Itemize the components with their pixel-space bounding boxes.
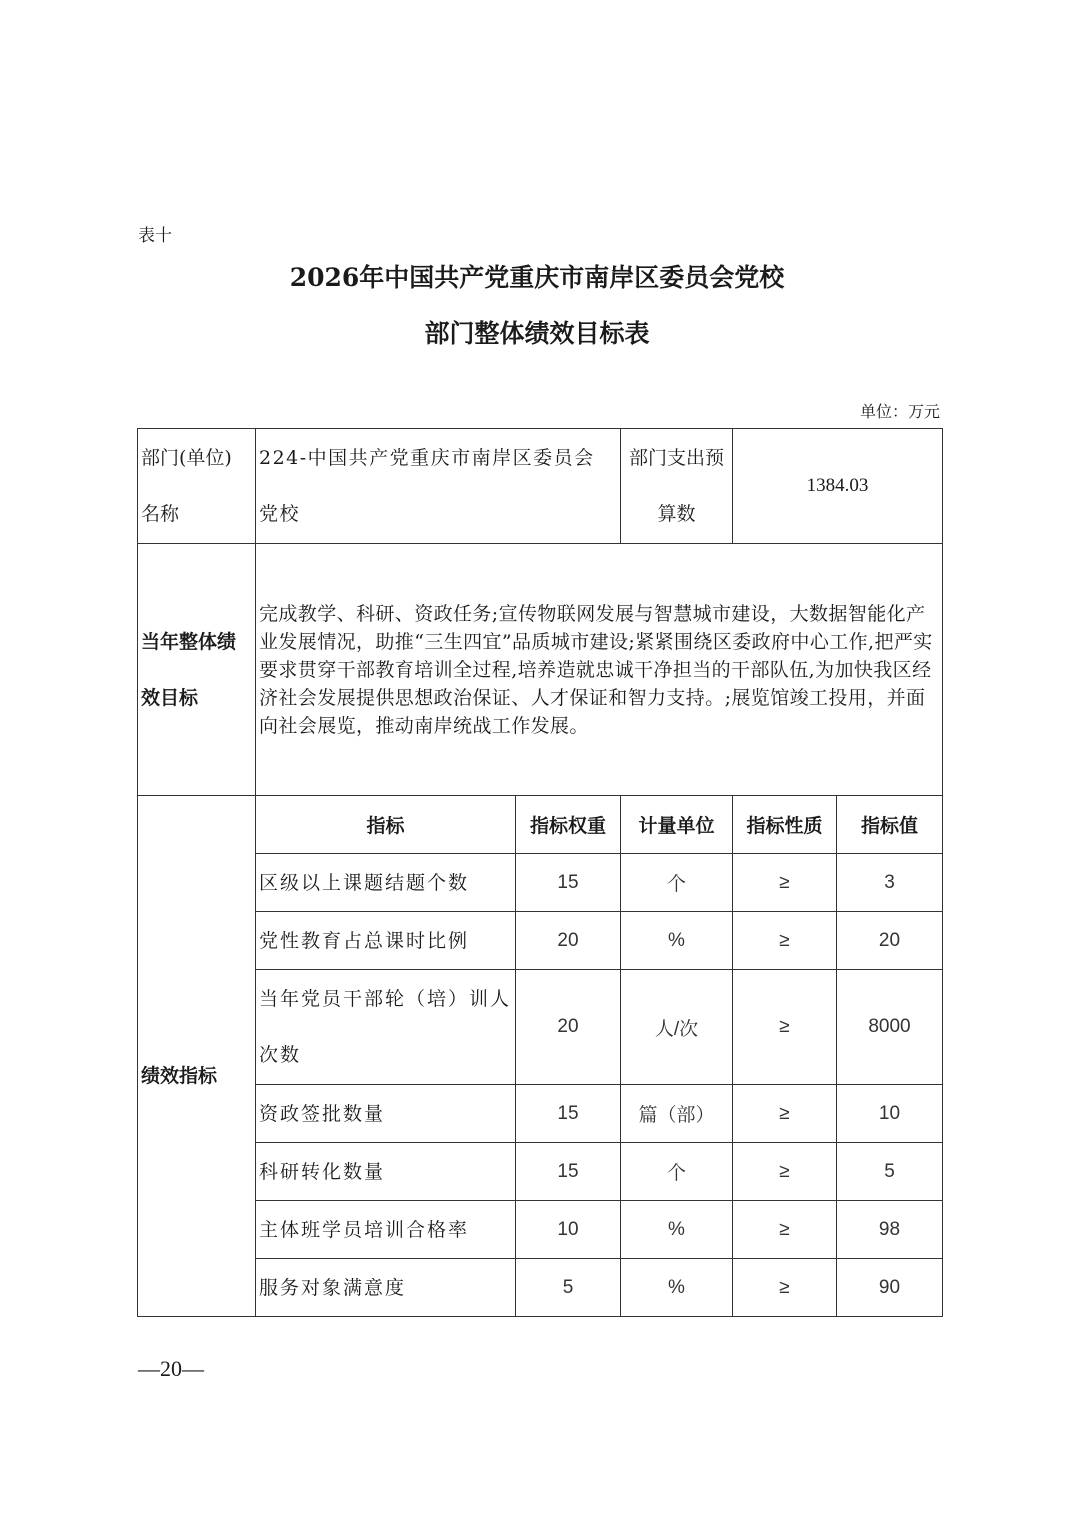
document-subtitle: 部门整体绩效目标表: [424, 319, 650, 348]
indicator-unit: %: [621, 1259, 733, 1317]
indicator-name: 科研转化数量: [256, 1143, 516, 1201]
performance-target-table: [137, 428, 943, 1317]
dept-row: [138, 429, 943, 544]
indicator-weight: 10: [516, 1201, 621, 1259]
indicator-value: 3: [837, 854, 943, 912]
page-number: —20—: [138, 1356, 204, 1381]
indicator-unit: 篇（部）: [621, 1085, 733, 1143]
table-row: [138, 970, 943, 1085]
dept-name-value: [256, 429, 621, 544]
goal-text: 完成教学、科研、资政任务;宣传物联网发展与智慧城市建设，大数据智能化产业发展情况，助推“三生四宜”品质城市建设;紧紧围绕区委政府中心工作,把严实要求贯穿干部教育培训全过程,培养造就忠诚干净担当的干部队伍,为加快我区经济社会发展提供思想政治保证、人才保证和智力支持。;展览馆竣工投用，并面向社会展览，推动南岸统战工作发展。: [256, 544, 943, 796]
indicator-name: 区级以上课题结题个数: [256, 854, 516, 912]
indicator-weight: 15: [516, 1143, 621, 1201]
indicator-nature: ≥: [733, 1085, 837, 1143]
indicator-weight: 5: [516, 1259, 621, 1317]
indicator-weight: 15: [516, 1085, 621, 1143]
indicator-nature: ≥: [733, 1259, 837, 1317]
indicator-weight: 20: [516, 970, 621, 1085]
indicator-nature: ≥: [733, 970, 837, 1085]
table-row: [138, 912, 943, 970]
header-weight: 指标权重: [516, 796, 621, 854]
goal-label-line2: 效目标: [141, 686, 199, 709]
dept-name-label-line1: 部门(单位): [141, 447, 232, 469]
indicator-value: 98: [837, 1201, 943, 1259]
budget-label: [621, 429, 733, 544]
indicator-weight: 20: [516, 912, 621, 970]
indicator-unit: %: [621, 1201, 733, 1259]
indicator-nature: ≥: [733, 1143, 837, 1201]
goal-row: [138, 544, 943, 796]
indicator-nature: ≥: [733, 912, 837, 970]
indicator-header-row: [138, 796, 943, 854]
indicator-name: 服务对象满意度: [256, 1259, 516, 1317]
indicator-name: 资政签批数量: [256, 1085, 516, 1143]
table-label: 表十: [138, 226, 172, 246]
indicators-section-label: 绩效指标: [138, 796, 256, 1317]
budget-label-line2: 算数: [657, 503, 696, 525]
dept-name-value-line2: 党校: [259, 503, 301, 525]
indicator-nature: ≥: [733, 854, 837, 912]
indicator-name: 当年党员干部轮（培）训人次数: [256, 970, 516, 1085]
indicator-unit: 个: [621, 854, 733, 912]
indicator-value: 20: [837, 912, 943, 970]
indicator-name: 党性教育占总课时比例: [256, 912, 516, 970]
header-value: 指标值: [837, 796, 943, 854]
indicator-value: 5: [837, 1143, 943, 1201]
header-nature: 指标性质: [733, 796, 837, 854]
table-row: [138, 1085, 943, 1143]
indicator-weight: 15: [516, 854, 621, 912]
header-unit: 计量单位: [621, 796, 733, 854]
indicator-unit: 个: [621, 1143, 733, 1201]
indicator-unit: %: [621, 912, 733, 970]
unit-note: 单位：万元: [859, 402, 940, 421]
table-row: [138, 854, 943, 912]
goal-label-line1: 当年整体绩: [141, 630, 237, 653]
indicator-unit: 人/次: [621, 970, 733, 1085]
dept-name-value-line1: 224-中国共产党重庆市南岸区委员会: [259, 447, 595, 469]
indicator-name: 主体班学员培训合格率: [256, 1201, 516, 1259]
dept-name-label: [138, 429, 256, 544]
indicator-value: 10: [837, 1085, 943, 1143]
indicator-value: 8000: [837, 970, 943, 1085]
budget-label-line1: 部门支出预: [628, 447, 724, 469]
budget-value: 1384.03: [733, 429, 943, 544]
indicator-value: 90: [837, 1259, 943, 1317]
dept-name-label-line2: 名称: [141, 503, 180, 525]
table-row: [138, 1143, 943, 1201]
table-row: [138, 1259, 943, 1317]
goal-label: [138, 544, 256, 796]
header-indicator: 指标: [256, 796, 516, 854]
document-title: 2026年中国共产党重庆市南岸区委员会党校: [289, 263, 785, 292]
indicator-nature: ≥: [733, 1201, 837, 1259]
table-row: [138, 1201, 943, 1259]
